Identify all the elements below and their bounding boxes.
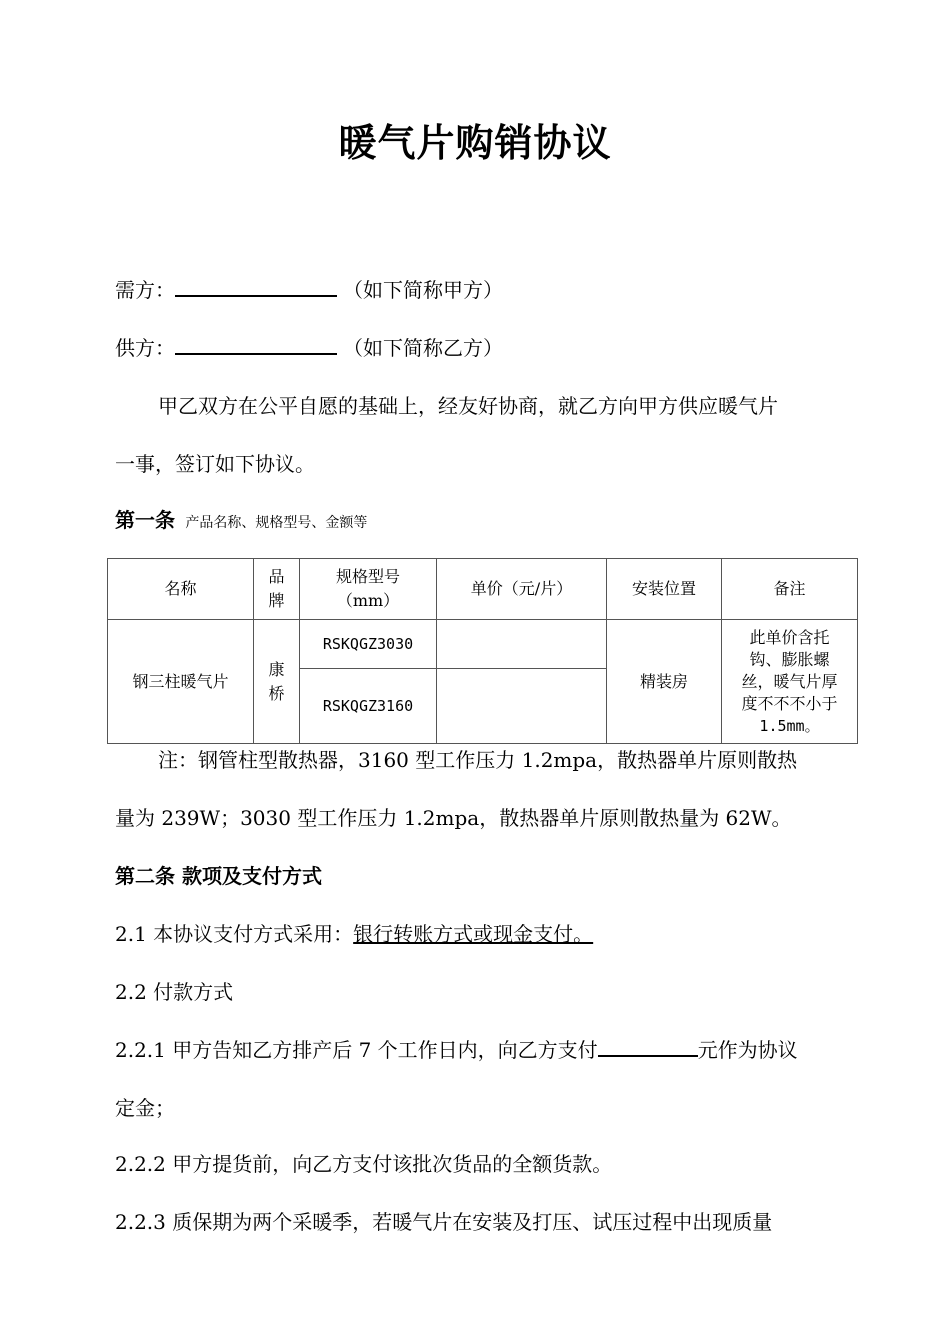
- article1-heading-line: [115, 504, 367, 533]
- clause-2-2-1-prefix: 2.2.1 甲方告知乙方排产后 7 个工作日内，向乙方支付: [115, 1038, 598, 1062]
- header-brand: [254, 559, 300, 620]
- clause-2-2-1-suffix: 元作为协议: [697, 1038, 798, 1062]
- supplier-blank[interactable]: [175, 333, 337, 355]
- header-remark: 备注: [722, 559, 858, 620]
- note-line-2: 量为 239W；3030 型工作压力 1.2mpa，散热器单片原则散热量为 62W。: [115, 806, 792, 830]
- cell-brand: [254, 620, 300, 744]
- header-model-2: （mm）: [336, 591, 400, 610]
- supplier-note: （如下简称乙方）: [343, 336, 503, 360]
- document-title: 暖气片购销协议: [338, 120, 612, 165]
- header-price: 单价（元/片）: [437, 559, 607, 620]
- remark-line-3: 丝，暖气片厚: [741, 671, 838, 691]
- article1-subheading: 产品名称、规格型号、金额等: [185, 515, 368, 531]
- buyer-line: [115, 274, 503, 303]
- clause-2-2: 2.2 付款方式: [115, 980, 234, 1004]
- cell-brand-2: 桥: [268, 683, 285, 703]
- remark-line-2: 钩、膨胀螺: [749, 649, 830, 669]
- buyer-label: 需方：: [115, 278, 175, 302]
- deposit-blank[interactable]: [598, 1035, 698, 1057]
- cell-name: 钢三柱暖气片: [108, 620, 254, 744]
- product-table: [107, 558, 858, 744]
- intro-line-2: 一事，签订如下协议。: [115, 452, 315, 476]
- remark-line-1: 此单价含托: [749, 627, 830, 647]
- clause-2-1-prefix: 2.1 本协议支付方式采用：: [115, 922, 354, 946]
- intro-line-1: 甲乙双方在公平自愿的基础上，经友好协商，就乙方向甲方供应暖气片: [158, 394, 778, 418]
- clause-2-1-value: 银行转账方式或现金支付。: [353, 922, 594, 946]
- article2-heading: 第二条 款项及支付方式: [115, 864, 322, 888]
- header-location: 安装位置: [607, 559, 722, 620]
- clause-2-2-1-line2: 定金；: [115, 1096, 175, 1120]
- header-brand-1: 品: [268, 567, 285, 586]
- cell-location: 精装房: [607, 620, 722, 744]
- remark-line-4: 度不不不小于: [741, 693, 838, 713]
- buyer-blank[interactable]: [175, 275, 337, 297]
- header-model: [300, 559, 437, 620]
- table-row: [108, 620, 858, 669]
- cell-model-a: RSKQGZ3030: [300, 620, 437, 669]
- article1-heading: 第一条: [115, 508, 175, 532]
- note-line-1: 注：钢管柱型散热器，3160 型工作压力 1.2mpa，散热器单片原则散热: [158, 748, 798, 772]
- supplier-label: 供方：: [115, 336, 175, 360]
- cell-price-a[interactable]: [437, 620, 607, 669]
- clause-2-2-3: 2.2.3 质保期为两个采暖季，若暖气片在安装及打压、试压过程中出现质量: [115, 1210, 773, 1234]
- clause-2-2-1: [115, 1034, 798, 1063]
- header-name: 名称: [108, 559, 254, 620]
- table-header-row: [108, 559, 858, 620]
- buyer-note: （如下简称甲方）: [343, 278, 503, 302]
- header-model-1: 规格型号: [335, 567, 400, 586]
- clause-2-2-2: 2.2.2 甲方提货前，向乙方支付该批次货品的全额货款。: [115, 1152, 613, 1176]
- cell-model-b: RSKQGZ3160: [300, 669, 437, 744]
- supplier-line: [115, 332, 503, 361]
- clause-2-1: [115, 918, 593, 947]
- cell-price-b[interactable]: [437, 669, 607, 744]
- remark-line-5: 1.5mm。: [759, 716, 820, 735]
- cell-remark: [722, 620, 858, 744]
- header-brand-2: 牌: [268, 591, 285, 610]
- cell-brand-1: 康: [268, 659, 285, 679]
